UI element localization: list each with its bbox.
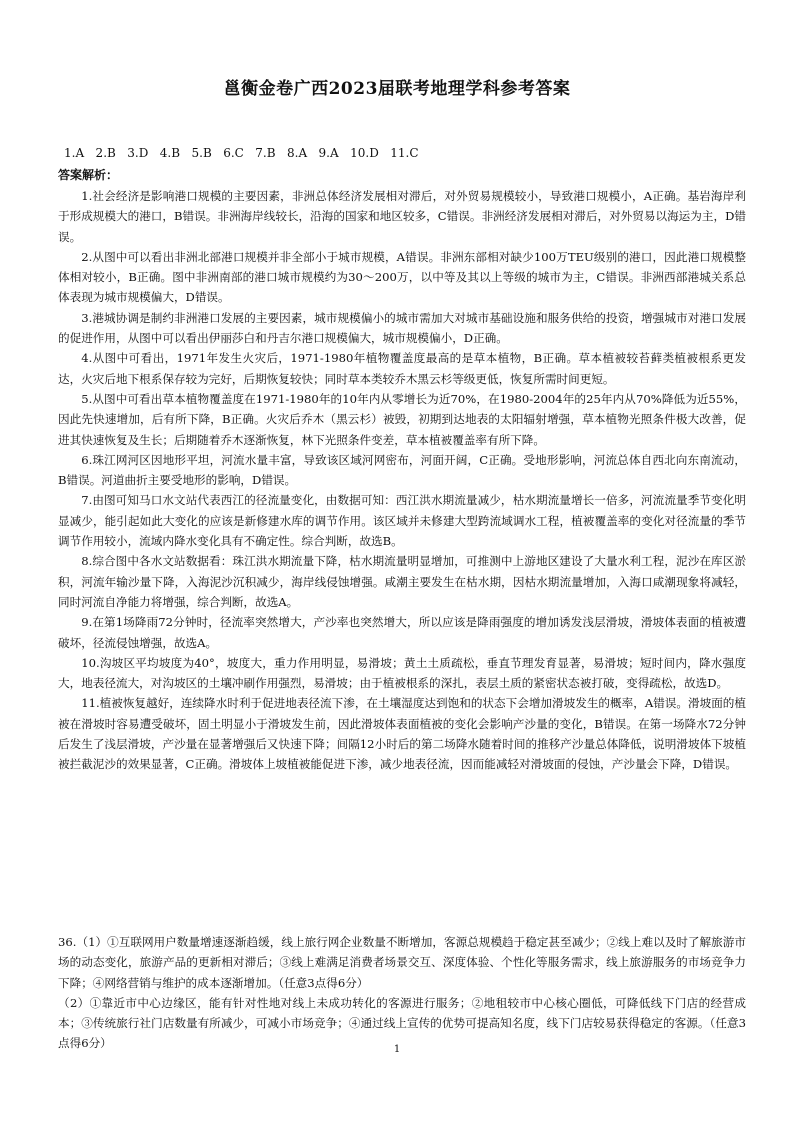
explanation-paragraph: 9.在第1场降雨72分钟时，径流率突然增大，产沙率也突然增大，所以应该是降雨强度的增加诱发浅层滑坡，滑坡体表面的植被遭破坏，径流侵蚀增强，故选A。 xyxy=(58,615,746,650)
explanation-paragraph: 6.珠江网河区因地形平坦，河流水量丰富，导致该区域河网密布，河面开阔，C正确。受地形影响，河流总体自西北向东南流动，B错误。河道曲折主要受地形的影响，D错误。 xyxy=(58,452,746,488)
q36-part-1: 36.（1）①互联网用户数量增速逐渐趋缓，线上旅行网企业数量不断增加，客源总规模趋于稳定甚至减少；②线上难以及时了解旅游市场的动态变化，旅游产品的更新相对滞后；③线上难满足消费者场景交互、深度体验、个性化等服务需求，线上旅游服务的市场竞争力下降；④网络营销与维护的成本逐渐增加。（任意3点得6分） xyxy=(58,935,746,990)
page-number: 1 xyxy=(393,1044,401,1055)
page-title: 邕衡金卷广西2023届联考地理学科参考答案 xyxy=(223,79,571,99)
explanation-paragraph: 11.植被恢复越好，连续降水时利于促进地表径流下渗，在土壤湿度达到饱和的状态下会增加滑坡发生的概率，A错误。滑坡面的植被在滑坡时容易遭受破坏，固土明显小于滑坡发生前，因此滑坡体表面植被的变化会影响产沙量的变化，B错误。在第一场降水72分钟后发生了浅层滑坡，产沙量在显著增强后又快速下降；间隔12小时后的第二场降水随着时间的推移产沙量总体降低，说明滑坡体下坡植被拦截泥沙的效果显著，C正确。滑坡体上坡植被能促进下渗，减少地表径流，因而能减轻对滑坡面的侵蚀，产沙量会下降，D错误。 xyxy=(58,696,746,772)
q36-part-2: （2）①靠近市中心边缘区，能有针对性地对线上未成功转化的客源进行服务；②地租较市中心核心圈低，可降低线下门店的经营成本；③传统旅行社门店数量有所减少，可减小市场竞争；④通过线上宣传的优势可提高知名度，线下门店较易获得稳定的客源。（任意3点得6分） xyxy=(58,995,746,1051)
explanation-paragraph: 5.从图中可看出草本植物覆盖度在1971-1980年的10年内从零增长为近70%，在1980-2004年的25年内从70%降低为近55%，因此先快速增加，后有所下降，B正确。火灾后乔木（黑云杉）被毁，初期到达地表的太阳辐射增强，草本植物光照条件极大改善，促进其快速恢复及生长；后期随着乔木逐渐恢复，林下光照条件变差，草本植被覆盖率有所下降。 xyxy=(58,391,746,447)
answer-key-line: 1.A 2.B 3.D 4.B 5.B 6.C 7.B 8.A 9.A 10.D 11.C xyxy=(64,146,419,160)
explanation-paragraph: 10.沟坡区平均坡度为40°，坡度大，重力作用明显，易滑坡；黄土土质疏松，垂直节理发育显著，易滑坡；短时间内，降水强度大，地表径流大，对沟坡区的土壤冲刷作用强烈，易滑坡；由于植被根系的深扎，表层土质的紧密状态被打破，变得疏松，故选D。 xyxy=(58,655,746,691)
explanation-paragraph: 3.港城协调是制约非洲港口发展的主要因素，城市规模偏小的城市需加大对城市基础设施和服务供给的投资，增强城市对港口发展的促进作用，从图中可以看出伊丽莎白和丹吉尔港口规模偏大，城市规模偏小，D正确。 xyxy=(58,310,746,346)
explanations-section xyxy=(58,186,746,775)
analysis-heading: 答案解析： xyxy=(58,168,119,182)
explanation-paragraph: 2.从图中可以看出非洲北部港口规模并非全部小于城市规模，A错误。非洲东部相对缺少100万TEU级别的港口，因此港口规模整体相对较小，B正确。图中非洲南部的港口城市规模约为30～200万，以中等及其以上等级的城市为主，C错误。非洲西部港城关系总体表现为城市规模偏大，D错误。 xyxy=(58,249,746,305)
explanation-paragraph: 7.由图可知马口水文站代表西江的径流量变化，由数据可知：西江洪水期流量减少，枯水期流量增长一倍多，河流流量季节变化明显减少，能引起如此大变化的应该是新修建水库的调节作用。该区域并未修建大型跨流域调水工程，植被覆盖率的变化对径流量的季节调节作用较小，流域内降水变化具有不确定性。综合判断，故选B。 xyxy=(58,493,746,549)
explanation-paragraph: 8.综合图中各水文站数据看：珠江洪水期流量下降，枯水期流量明显增加，可推测中上游地区建设了大量水利工程，泥沙在库区淤积，河流年输沙量下降，入海泥沙沉积减少，海岸线侵蚀增强。咸潮主要发生在枯水期，因枯水期流量增加，入海口咸潮现象将减轻，同时河流自净能力将增强，综合判断，故选A。 xyxy=(58,554,746,609)
explanation-paragraph: 1.社会经济是影响港口规模的主要因素，非洲总体经济发展相对滞后，对外贸易规模较小，导致港口规模小，A正确。基岩海岸利于形成规模大的港口，B错误。非洲海岸线较长，沿海的国家和地区较多，C错误。非洲经济发展相对滞后，对外贸易以海运为主，D错误。 xyxy=(58,189,746,244)
question-36-answer xyxy=(58,932,746,1054)
explanation-paragraph: 4.从图中可看出，1971年发生火灾后，1971-1980年植物覆盖度最高的是草本植物，B正确。草本植被较苔藓类植被根系更发达，火灾后地下根系保存较为完好，后期恢复较快；同时草本类较乔木黑云杉等级更低，恢复所需时间更短。 xyxy=(58,351,746,386)
